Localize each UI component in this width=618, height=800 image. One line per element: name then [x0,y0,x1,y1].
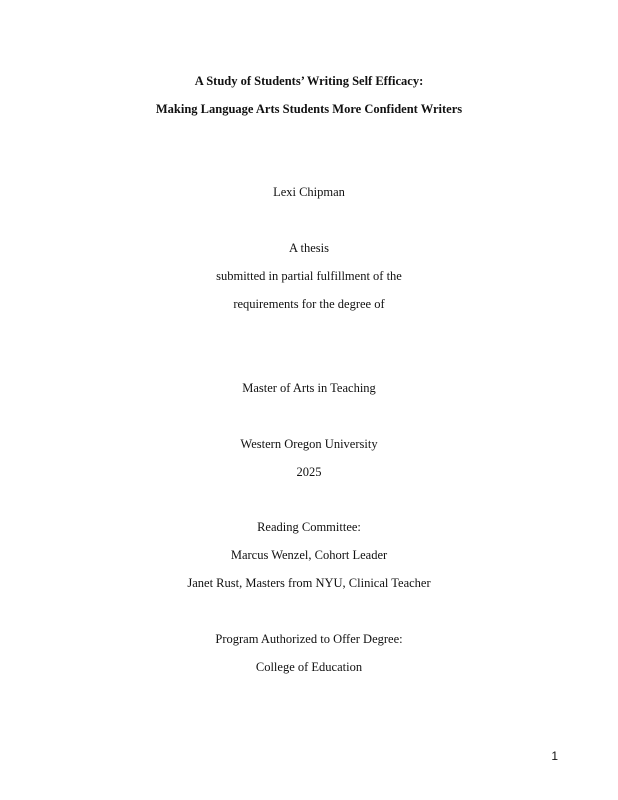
committee-member: Janet Rust, Masters from NYU, Clinical Teacher [187,576,431,590]
program-name: College of Education [255,660,363,674]
degree-name: Master of Arts in Teaching [242,381,376,395]
committee-heading: Reading Committee: [257,520,361,534]
committee-member: Marcus Wenzel, Cohort Leader [230,548,388,562]
institution-name: Western Oregon University [240,437,378,451]
thesis-statement-line-2: submitted in partial fulfillment of the [216,269,402,283]
thesis-year: 2025 [296,465,322,479]
thesis-statement-line-3: requirements for the degree of [233,297,385,311]
title-line-2: Making Language Arts Students More Confident Writers [155,102,463,116]
program-heading: Program Authorized to Offer Degree: [215,632,403,646]
thesis-statement-line-1: A thesis [289,241,329,255]
author-name: Lexi Chipman [273,185,345,199]
title-line-1: A Study of Students’ Writing Self Efficacy: [194,74,424,88]
page-number: 1 [551,749,558,763]
